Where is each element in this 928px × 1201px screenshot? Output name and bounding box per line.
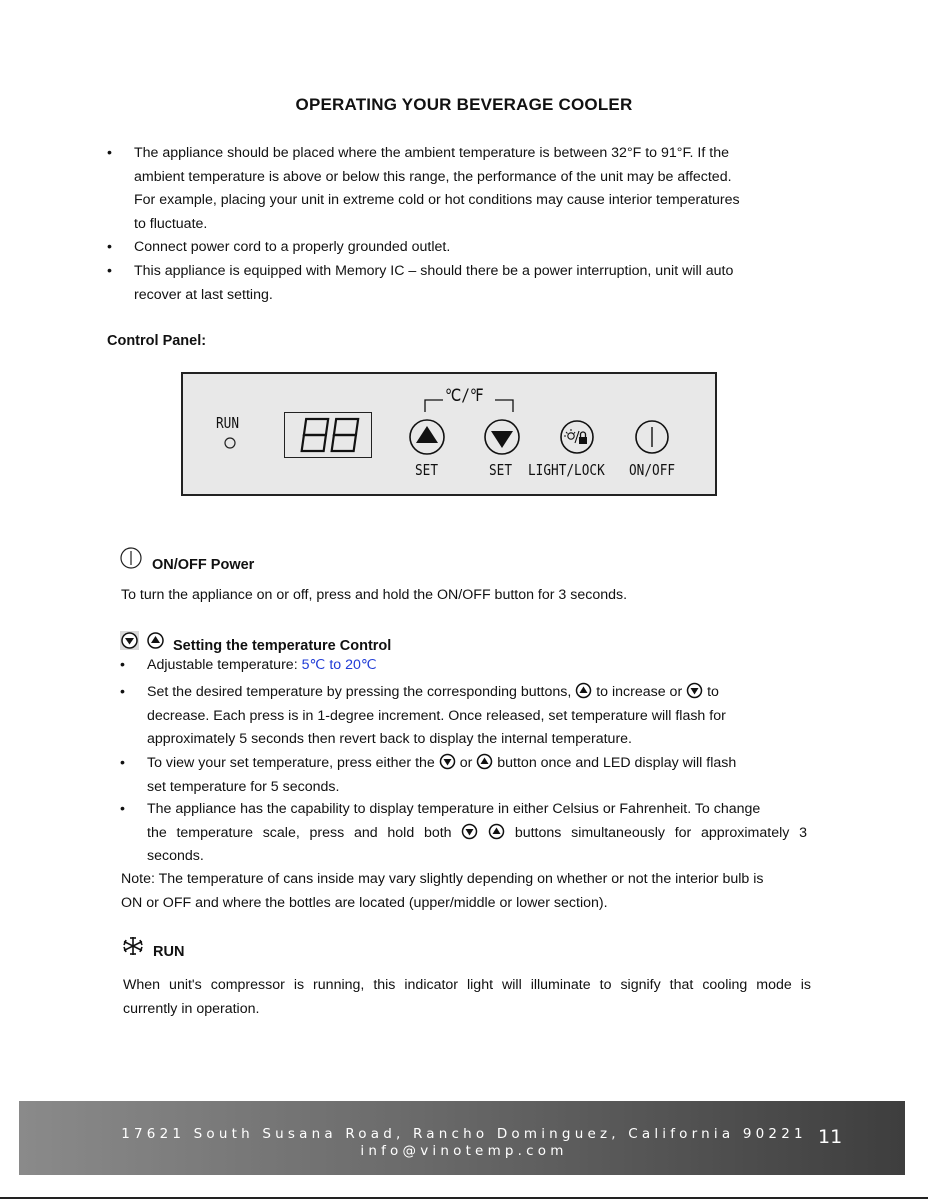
intro-bullet-3: • This appliance is equipped with Memory IC – should there be a power interruption, unit will auto recover at last setting. bbox=[107, 263, 734, 303]
unit-bracket bbox=[421, 394, 521, 414]
unit-toggle-label: ℃/℉ bbox=[445, 386, 484, 406]
led-display bbox=[284, 412, 372, 458]
down-arrow-icon bbox=[120, 631, 139, 650]
up-arrow-icon bbox=[575, 682, 592, 699]
up-arrow-icon bbox=[146, 631, 165, 650]
snowflake-icon bbox=[121, 935, 145, 957]
set-up-button[interactable] bbox=[408, 418, 446, 456]
temp-bullet-1: • Adjustable temperature: 5℃ to 20℃ bbox=[120, 657, 377, 673]
on-off-button[interactable] bbox=[633, 418, 671, 456]
footer-email[interactable]: info@vinotemp.com bbox=[360, 1143, 568, 1159]
on-off-text: To turn the appliance on or off, press and hold the ON/OFF button for 3 seconds. bbox=[121, 587, 628, 603]
set-up-label: SET bbox=[415, 461, 439, 479]
run-indicator-light bbox=[223, 436, 237, 450]
on-off-label: ON/OFF bbox=[629, 461, 676, 479]
temp-bullet-3: • To view your set temperature, press either the or button once and LED display will flash set temperature for 5 seconds. bbox=[120, 755, 737, 795]
power-icon bbox=[119, 546, 143, 570]
up-arrow-icon bbox=[488, 823, 505, 840]
set-down-label: SET bbox=[489, 461, 513, 479]
intro-bullet-1: • The appliance should be placed where the ambient temperature is between 32°F to 91°F. If the ambient temperature is above or below this range, the performance of the unit may be affected. For example, placing your unit in extreme cold or hot conditions may cause interior temperatures to fluctuate. bbox=[107, 145, 740, 232]
footer-address: 17621 South Susana Road, Rancho Dominguez, California 90221 bbox=[121, 1126, 807, 1142]
run-text: When unit's compressor is running, this indicator light will illuminate to signify that cooling mode is currently in operation. bbox=[123, 977, 811, 1017]
run-label: RUN bbox=[216, 414, 240, 432]
page-title: OPERATING YOUR BEVERAGE COOLER bbox=[295, 95, 633, 114]
down-arrow-icon bbox=[686, 682, 703, 699]
run-heading: RUN bbox=[153, 944, 185, 960]
light-lock-label: LIGHT/LOCK bbox=[528, 461, 605, 479]
temp-control-heading: Setting the temperature Control bbox=[173, 638, 392, 654]
page-number: 11 bbox=[818, 1126, 843, 1148]
down-arrow-icon bbox=[461, 823, 478, 840]
adjustable-range: 5℃ to 20℃ bbox=[301, 657, 377, 673]
bottom-rule bbox=[0, 1197, 928, 1199]
set-down-button[interactable] bbox=[483, 418, 521, 456]
temp-bullet-4: • The appliance has the capability to display temperature in either Celsius or Fahrenheit. To change the temperature scale, press and hold both buttons simultaneously for approximately 3 seconds. bbox=[120, 801, 807, 864]
on-off-heading: ON/OFF Power bbox=[152, 557, 255, 573]
temp-note: Note: The temperature of cans inside may vary slightly depending on whether or not the interior bulb is ON or OFF and where the bottles are located (upper/middle or lower section). bbox=[121, 871, 764, 911]
led-digits-graphic bbox=[285, 413, 371, 457]
up-arrow-icon bbox=[476, 753, 493, 770]
intro-bullet-2: • Connect power cord to a properly grounded outlet. bbox=[107, 239, 451, 255]
temp-bullet-2: • Set the desired temperature by pressing the corresponding buttons, to increase or to decrease. Each press is in 1-degree increment. Once released, set temperature will flash for approximately 5 seconds then revert back to display the internal temperature. bbox=[120, 684, 726, 747]
down-arrow-icon bbox=[439, 753, 456, 770]
control-panel-diagram bbox=[181, 372, 717, 496]
control-panel-heading: Control Panel: bbox=[107, 333, 207, 349]
light-lock-button[interactable] bbox=[558, 418, 596, 456]
